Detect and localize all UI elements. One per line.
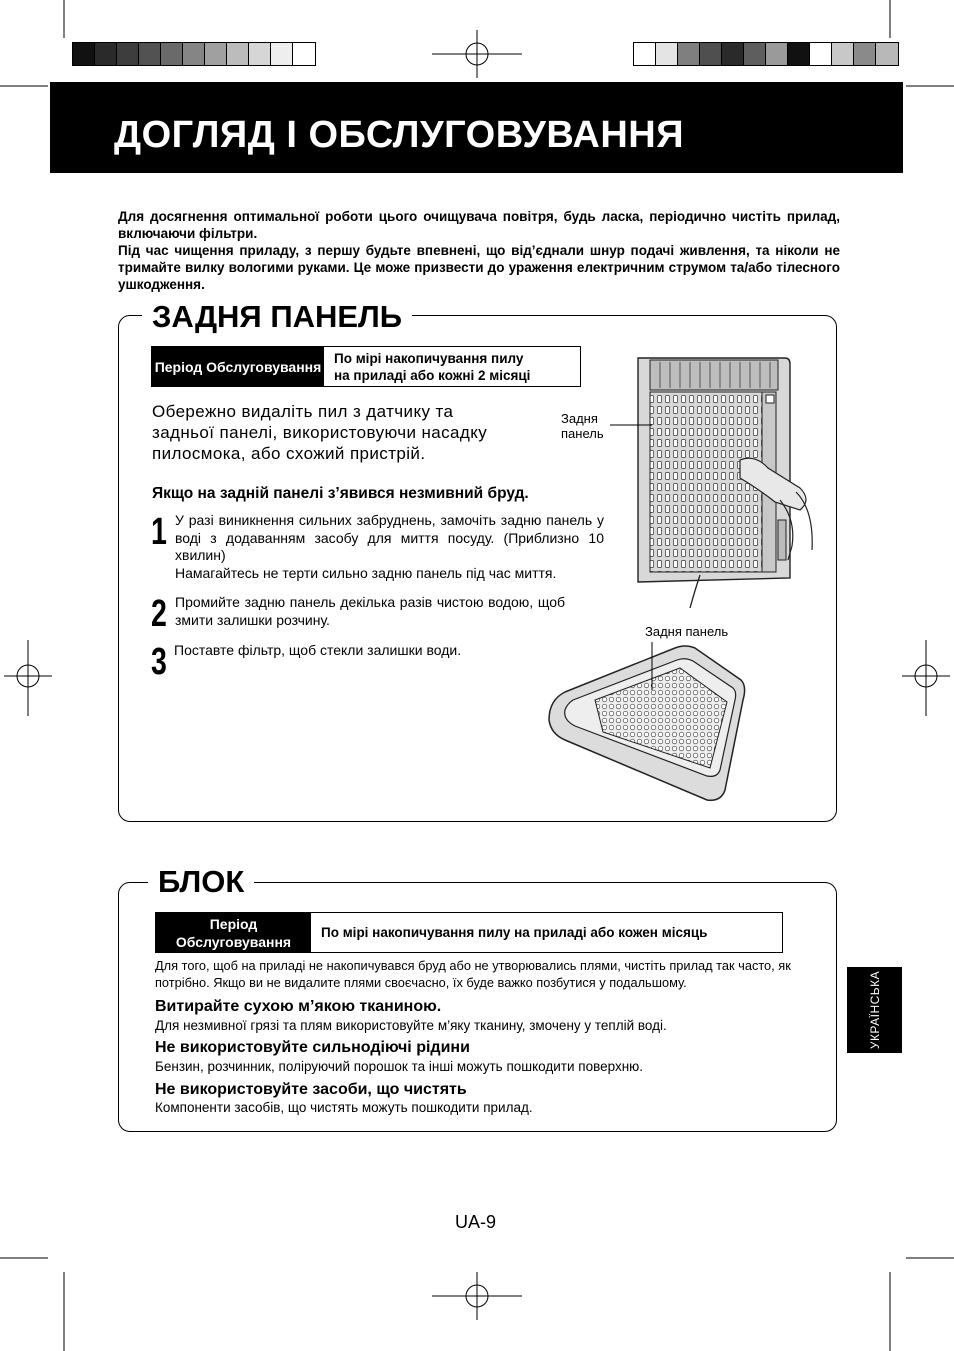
page-number: UA-9	[455, 1212, 497, 1232]
caption-line: панель	[561, 426, 604, 441]
language-tab	[847, 967, 902, 1053]
page-header	[50, 82, 903, 173]
rear-panel-period	[151, 346, 581, 387]
intro-paragraph-1: Для досягнення оптимальної роботи цього очищувача повітря, будь ласка, періодично чистіть прилад, включаючи фільтри.	[118, 209, 840, 241]
step-2-instruction: Промийте задню панель декілька разів чистою водою, щоб змити залишки розчину.	[175, 594, 565, 628]
unit-item-2-text: Бензин, розчинник, поліруючий порошок та інші можуть пошкодити поверхню.	[155, 1059, 644, 1074]
period-label: Період Обслуговування	[152, 347, 324, 386]
step-2	[151, 594, 571, 634]
unit-item-3-heading: Не використовуйте засоби, що чистять	[155, 1081, 467, 1098]
step-1-note: Намагайтесь не терти сильно задню панель під час миття.	[175, 564, 557, 581]
caption-tray: Задня панель	[645, 624, 729, 639]
unit-item-1-text: Для незмивної грязі та плям використовуйте м’яку тканину, змочену у теплій воді.	[155, 1018, 667, 1033]
step-number: 2	[151, 593, 167, 635]
unit-item-2-heading: Не використовуйте сильнодіючі рідини	[155, 1039, 470, 1056]
step-3	[151, 642, 531, 682]
air-purifier-illustration	[600, 350, 825, 610]
caption-line: Задня	[561, 411, 598, 426]
step-1-instruction: У разі виникнення сильних забруднень, замочіть задню панель у воді з додаванням засобу для миття посуду. (Приблизно 10 хвилин)	[175, 512, 604, 563]
rear-panel-subheading: Якщо на задній панелі з’явився незмивний бруд.	[152, 485, 529, 502]
period-value	[324, 347, 580, 386]
step-number: 3	[151, 641, 167, 683]
period-value: По мірі накопичування пилу на приладі або кожен місяць	[321, 925, 708, 940]
unit-item-1-heading: Витирайте сухою м’якою тканиною.	[155, 998, 442, 1015]
intro-text	[118, 208, 840, 293]
page-title: ДОГЛЯД І ОБСЛУГОВУВАННЯ	[114, 114, 685, 156]
step-number: 1	[151, 511, 167, 553]
washing-tray-illustration	[545, 640, 755, 810]
intro-paragraph-2: Під час чищення приладу, з першу будьте впевнені, що від’єднали шнур подачі живлення, та ніколи не тримайте вилку вологими руками. Це може призвести до ураження електричним струмом та/або тілесного ушкодження.	[118, 243, 840, 292]
unit-title: БЛОК	[148, 864, 254, 900]
caption-rear-panel-unit	[561, 411, 604, 441]
period-value-line-1: По мірі накопичування пилу	[334, 350, 524, 366]
language-tab-label: УКРАЇНСЬКА	[867, 970, 882, 1050]
unit-intro: Для того, щоб на приладі не накопичувався бруд або не утворювались плями, чистіть прилад так часто, як потрібно. Якщо ви не видалите плями своєчасно, їх буде важко позбутися у подальшому.	[155, 958, 791, 990]
step-text	[175, 512, 604, 582]
rear-panel-description: Обережно видаліть пил з датчику та задньої панелі, використовуючи насадку пилосмока, або схожий пристрій.	[152, 402, 488, 463]
step-3-instruction: Поставте фільтр, щоб стекли залишки води.	[174, 642, 462, 658]
step-1	[151, 512, 606, 588]
unit-item-3-text: Компоненти засобів, що чистять можуть пошкодити прилад.	[155, 1100, 533, 1115]
period-label: Період Обслуговування	[156, 913, 311, 952]
rear-panel-title: ЗАДНЯ ПАНЕЛЬ	[142, 299, 412, 335]
unit-period	[155, 912, 783, 953]
period-value-line-2: на приладі або кожні 2 місяці	[334, 367, 531, 383]
